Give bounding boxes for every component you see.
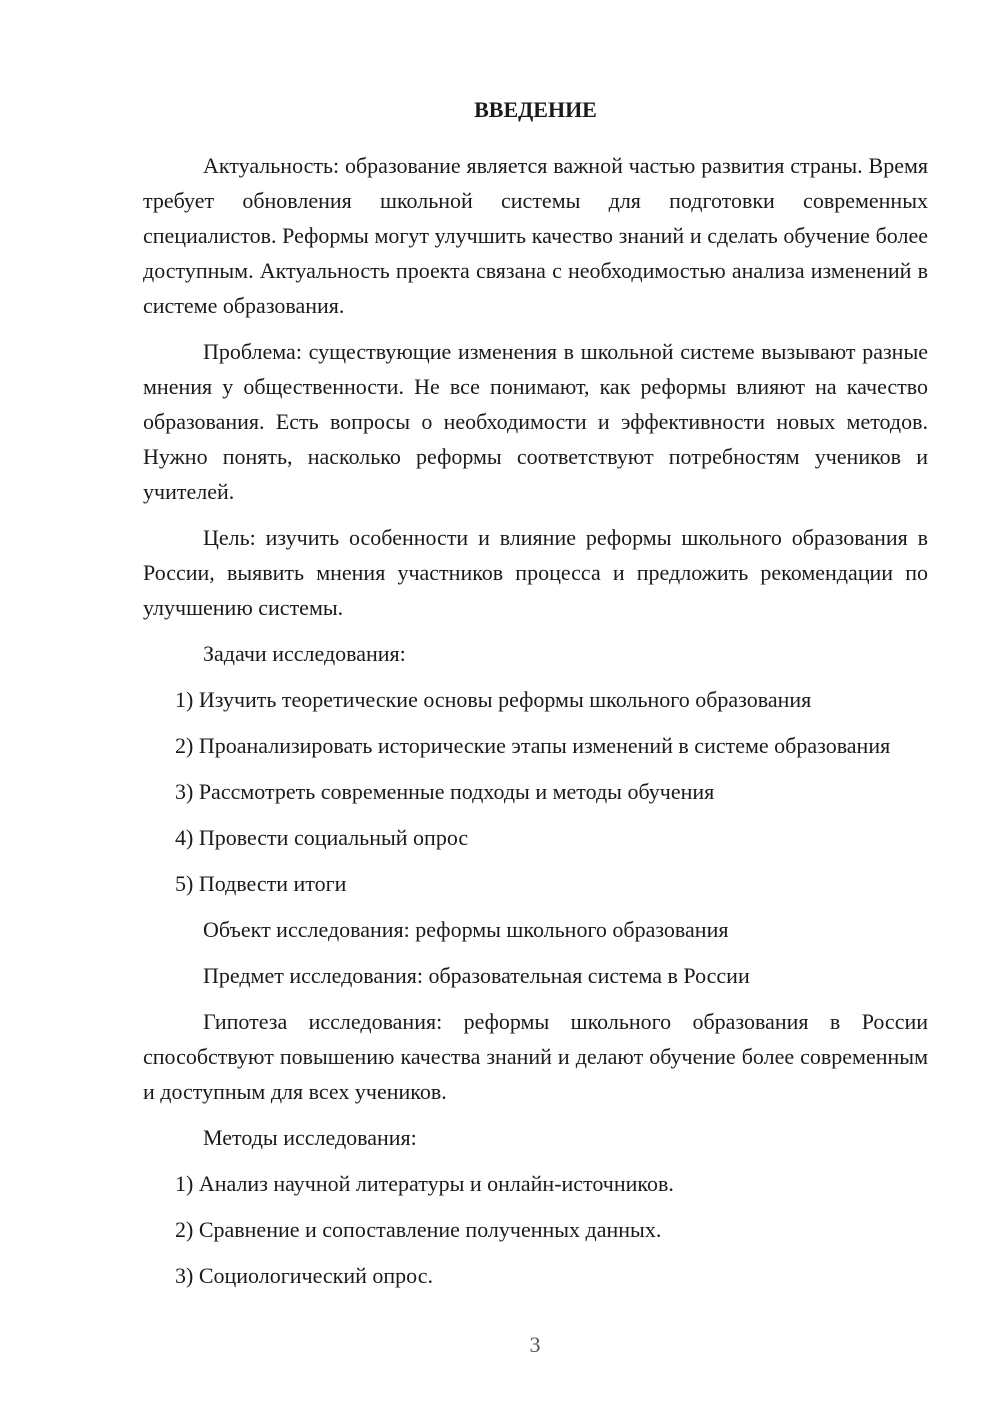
research-object: Объект исследования: реформы школьного образования	[203, 917, 729, 942]
task-item: 2) Проанализировать исторические этапы изменений в системе образования	[175, 733, 891, 758]
document-page	[143, 92, 928, 1304]
research-hypothesis: Гипотеза исследования: реформы школьного образования в России способствуют повышению качества знаний и делают обучение более современным и доступным для всех учеников.	[143, 1009, 928, 1104]
page-number: 3	[529, 1332, 541, 1357]
methods-heading: Методы исследования:	[203, 1125, 417, 1150]
method-item: 1) Анализ научной литературы и онлайн-источников.	[175, 1171, 674, 1196]
tasks-heading: Задачи исследования:	[203, 641, 406, 666]
relevance-paragraph: Актуальность: образование является важной частью развития страны. Время требует обновления школьной системы для подготовки современных специалистов. Реформы могут улучшить качество знаний и сделать обучение более доступным. Актуальность проекта связана с необходимостью анализа изменений в системе образования.	[143, 153, 928, 318]
problem-paragraph: Проблема: существующие изменения в школьной системе вызывают разные мнения у общественности. Не все понимают, как реформы влияют на качество образования. Есть вопросы о необходимости и эффективности новых методов. Нужно понять, насколько реформы соответствуют потребностям учеников и учителей.	[143, 339, 928, 504]
research-subject: Предмет исследования: образовательная система в России	[203, 963, 750, 988]
task-item: 5) Подвести итоги	[175, 871, 347, 896]
goal-paragraph: Цель: изучить особенности и влияние реформы школьного образования в России, выявить мнения участников процесса и предложить рекомендации по улучшению системы.	[143, 525, 928, 620]
task-item: 1) Изучить теоретические основы реформы школьного образования	[175, 687, 812, 712]
method-item: 3) Социологический опрос.	[175, 1263, 433, 1288]
method-item: 2) Сравнение и сопоставление полученных данных.	[175, 1217, 662, 1242]
section-title: ВВЕДЕНИЕ	[474, 97, 597, 122]
task-item: 3) Рассмотреть современные подходы и методы обучения	[175, 779, 715, 804]
task-item: 4) Провести социальный опрос	[175, 825, 469, 850]
